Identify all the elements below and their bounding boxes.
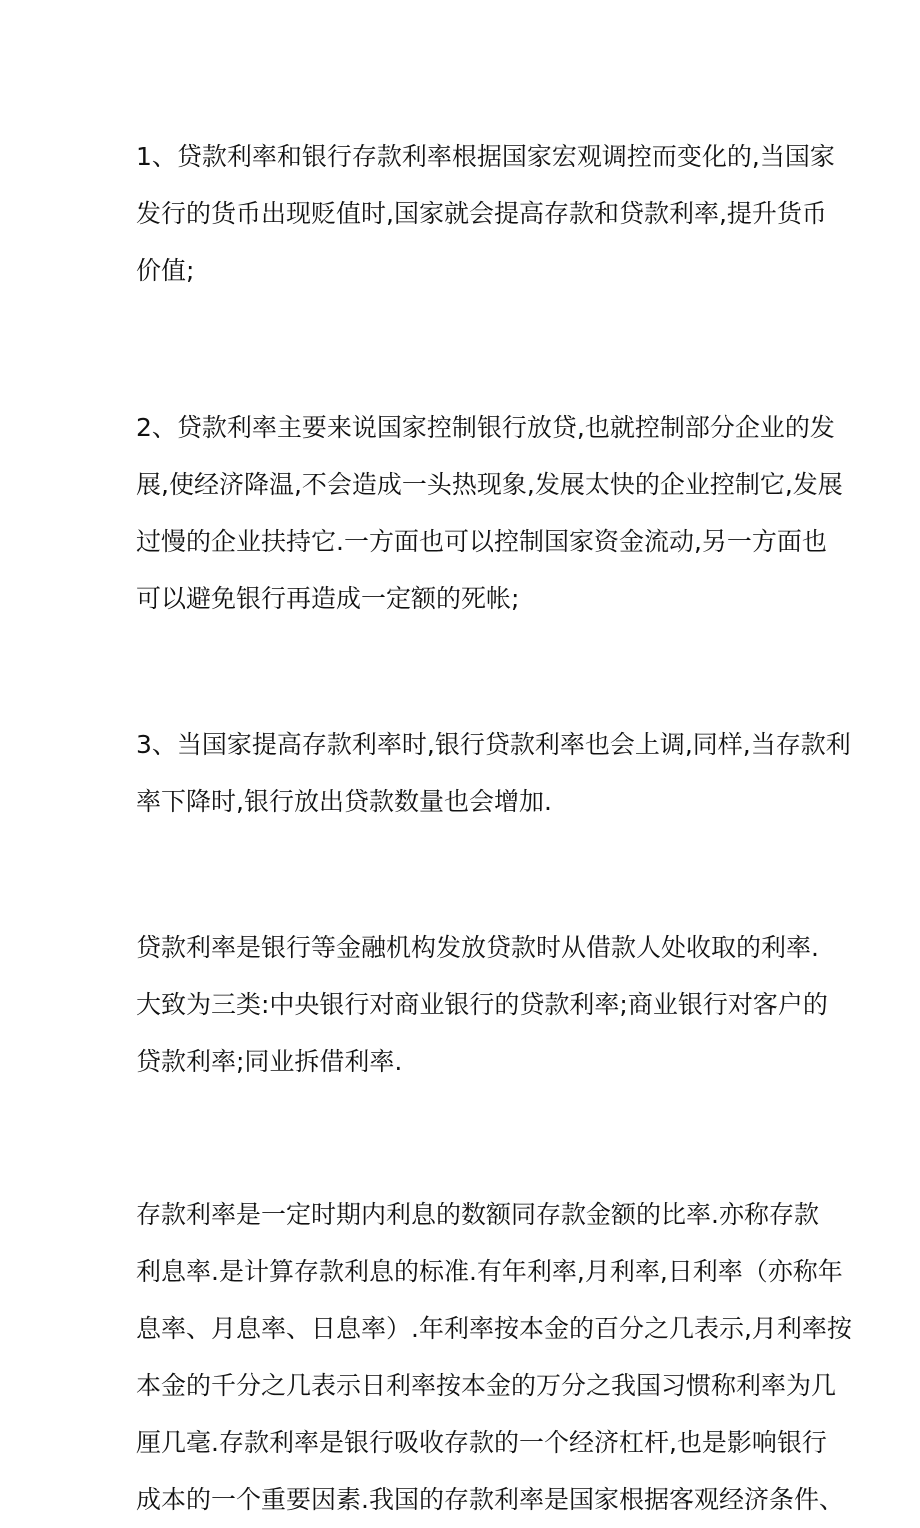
text-line: 发行的货币出现贬值时,国家就会提高存款和贷款利率,提升货币 [136,199,827,228]
text-line: 2、贷款利率主要来说国家控制银行放贷,也就控制部分企业的发 [136,413,835,442]
text-line: 大致为三类:中央银行对商业银行的贷款利率;商业银行对客户的 [136,990,828,1019]
text-line: 率下降时,银行放出贷款数量也会增加. [136,787,552,816]
paragraph-gap [136,1090,796,1186]
paragraph-5 [136,1186,852,1528]
text-line: 厘几毫.存款利率是银行吸收存款的一个经济杠杆,也是影响银行 [136,1428,827,1457]
text-line: 贷款利率;同业拆借利率. [136,1047,403,1076]
text-line: 本金的千分之几表示日利率按本金的万分之我国习惯称利率为几 [136,1371,837,1400]
text-line: 息率、月息率、日息率）.年利率按本金的百分之几表示,月利率按 [136,1314,852,1343]
text-line: 存款利率是一定时期内利息的数额同存款金额的比率.亦称存款 [136,1200,819,1229]
document-body [136,128,852,1528]
text-line: 过慢的企业扶持它.一方面也可以控制国家资金流动,另一方面也 [136,527,827,556]
paragraph-1 [136,128,835,299]
paragraph-4 [136,919,828,1090]
paragraph-2 [136,399,843,627]
text-line: 3、当国家提高存款利率时,银行贷款利率也会上调,同样,当存款利 [136,730,851,759]
text-line: 贷款利率是银行等金融机构发放贷款时从借款人处收取的利率. [136,933,819,962]
text-line: 利息率.是计算存款利息的标准.有年利率,月利率,日利率（亦称年 [136,1257,843,1286]
paragraph-gap [136,830,796,919]
text-line: 1、贷款利率和银行存款利率根据国家宏观调控而变化的,当国家 [136,142,835,171]
text-line: 展,使经济降温,不会造成一头热现象,发展太快的企业控制它,发展 [136,470,843,499]
paragraph-gap [136,627,796,716]
text-line: 成本的一个重要因素.我国的存款利率是国家根据客观经济条件、 [136,1485,844,1514]
paragraph-3 [136,716,851,830]
text-line: 价值; [136,256,195,285]
paragraph-gap [136,299,796,399]
text-line: 可以避免银行再造成一定额的死帐; [136,584,520,613]
